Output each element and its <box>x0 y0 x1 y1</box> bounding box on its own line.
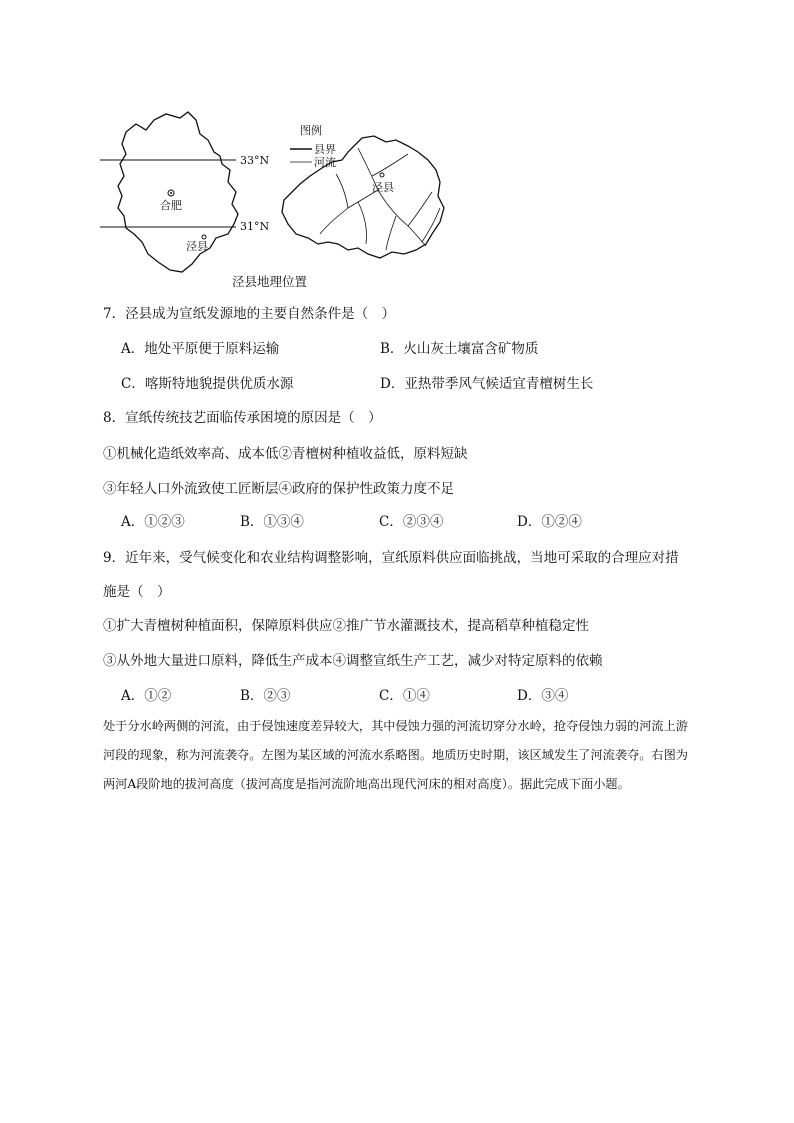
jingxian-label-right: 泾县 <box>372 181 394 194</box>
question-8-option-a[interactable]: A．①②③ <box>121 514 185 530</box>
question-7-option-c[interactable]: C．喀斯特地貌提供优质水源 <box>121 376 294 392</box>
river-branch-6 <box>358 202 367 244</box>
question-9-option-a[interactable]: A．①② <box>121 688 172 704</box>
province-outline <box>118 112 238 272</box>
legend-title: 图例 <box>300 124 322 137</box>
river-main <box>358 148 426 246</box>
question-7-option-d[interactable]: D．亚热带季风气候适宜青檀树生长 <box>380 376 594 392</box>
river-branch-3 <box>408 192 432 226</box>
lat-31-label: 31°N <box>240 220 270 233</box>
river-branch-1 <box>320 190 378 234</box>
question-9-option-b[interactable]: B．②③ <box>240 688 291 704</box>
figure-caption: 泾县地理位置 <box>232 274 308 289</box>
question-9-statement-1: ①扩大青檀树种植面积，保障原料供应②推广节水灌溉技术，提高稻草种植稳定性 <box>103 618 589 634</box>
legend-boundary-label: 县界 <box>314 143 336 156</box>
question-9-statement-2: ③从外地大量进口原料，降低生产成本④调整宣纸生产工艺，减少对特定原料的依赖 <box>103 653 603 669</box>
map-svg <box>96 104 456 294</box>
county-outline <box>282 136 444 258</box>
river-branch-2 <box>386 216 396 250</box>
question-8-option-d[interactable]: D．①②④ <box>517 514 582 530</box>
question-9-option-d[interactable]: D．③④ <box>517 688 569 704</box>
question-8-statement-2: ③年轻人口外流致使工匠断层④政府的保护性政策力度不足 <box>103 481 454 497</box>
jingxian-marker-right-icon <box>380 173 384 177</box>
question-9-stem-line-2: 施是（ ） <box>103 584 171 600</box>
question-8-option-b[interactable]: B．①③④ <box>240 514 304 530</box>
location-figure <box>96 104 456 294</box>
question-9-option-c[interactable]: C．①④ <box>379 688 430 704</box>
question-8-stem: 8．宣纸传统技艺面临传承困境的原因是（ ） <box>103 410 382 426</box>
jingxian-label-left: 泾县 <box>186 240 208 253</box>
hefei-label: 合肥 <box>160 199 182 212</box>
lat-33-label: 33°N <box>240 154 270 167</box>
question-8-option-c[interactable]: C．②③④ <box>379 514 444 530</box>
question-8-statement-1: ①机械化造纸效率高、成本低②青檀树种植收益低，原料短缺 <box>103 446 468 462</box>
question-7-option-b[interactable]: B．火山灰土壤富含矿物质 <box>380 341 539 357</box>
river-branch-4 <box>372 154 408 176</box>
river-branch-5 <box>336 174 348 208</box>
jingxian-marker-icon <box>202 235 206 239</box>
river-capture-passage: 处于分水岭两侧的河流，由于侵蚀速度差异较大，其中侵蚀力强的河流切穿分水岭，抢夺侵蚀力弱的河流上游河段的现象，称为河流袭夺。左图为某区域的河流水系略图。地质历史时期，该区域发生了河流袭夺。右图为两河A段阶地的拔河高度（拔河高度是指河流阶地高出现代河床的相对高度）。据此完成下面小题。 <box>103 719 688 791</box>
question-9-stem-line-1: 9．近年来，受气候变化和农业结构调整影响，宣纸原料供应面临挑战，当地可采取的合理应对措 <box>103 550 679 566</box>
question-7-option-a[interactable]: A．地处平原便于原料运输 <box>121 341 280 357</box>
legend-river-label: 河流 <box>314 156 336 169</box>
question-7-stem: 7．泾县成为宣纸发源地的主要自然条件是（ ） <box>103 306 396 322</box>
